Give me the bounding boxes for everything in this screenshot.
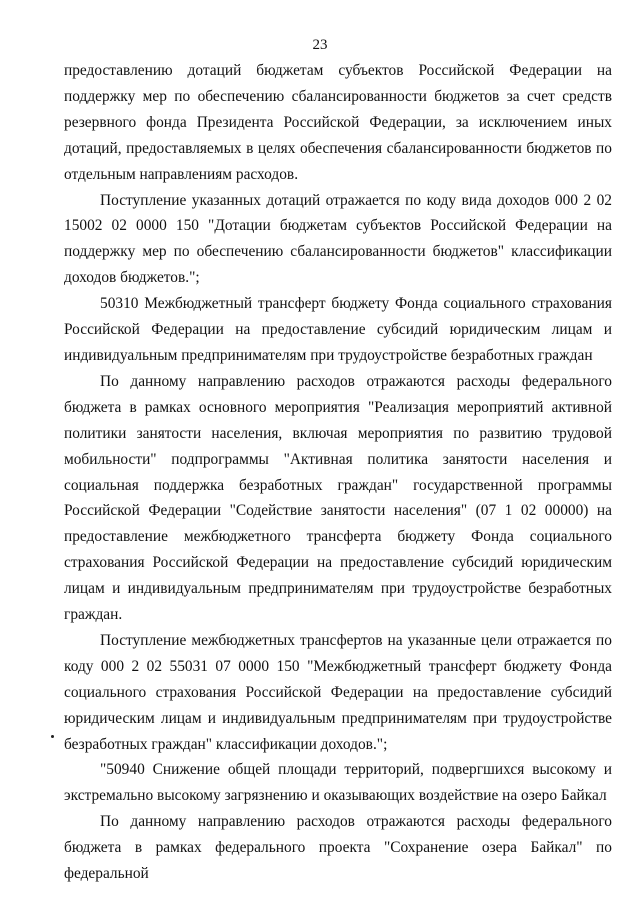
paragraph-heading-50940: "50940 Снижение общей площади территорий, подвергшихся высокому и экстремально высокому загрязнению и оказывающих воздействие на озеро Байкал xyxy=(64,761,612,805)
page-number: 23 xyxy=(312,37,328,53)
paragraph-heading-50310: 50310 Межбюджетный трансферт бюджету Фонда социального страхования Российской Федерации на предоставление субсидий юридическим лицам и индивидуальным предпринимателям при трудоустройстве безработных граждан xyxy=(64,295,612,364)
paragraph-receipt-transfers: Поступление межбюджетных трансфертов на указанные цели отражается по коду 000 2 02 55031 07 0000 150 "Межбюджетный трансферт бюджету Фонда социального страхования Российской Федерации на предоставление субсидий юридическим лицам и индивидуальным предпринимателям при трудоустройстве безработных граждан" классификации доходов."; xyxy=(64,631,612,753)
paragraph-expenses-50940: По данному направлению расходов отражаются расходы федерального бюджета в рамках федерального проекта "Сохранение озера Байкал" по федеральной xyxy=(64,813,612,883)
document-body xyxy=(64,58,612,887)
scan-dot-mark xyxy=(51,735,54,738)
paragraph-receipt-dotations: Поступление указанных дотаций отражается по коду вида доходов 000 2 02 15002 02 0000 150 "Дотации бюджетам субъектов Российской Федерации на поддержку мер по обеспечению сбалансированности бюджетов" классификации доходов бюджетов."; xyxy=(64,191,612,287)
paragraph-expenses-50310: По данному направлению расходов отражаются расходы федерального бюджета в рамках основного мероприятия "Реализация мероприятий активной политики занятости населения, включая мероприятия по развитию трудовой мобильности" подпрограммы "Активная политика занятости населения и социальная поддержка безработных граждан" государственной программы Российской Федерации "Содействие занятости населения" (07 1 02 00000) на предоставление межбюджетного трансферта бюджету Фонда социального страхования Российской Федерации на предоставление субсидий юридическим лицам и индивидуальным предпринимателям при трудоустройстве безработных граждан. xyxy=(64,372,612,624)
paragraph-continuation-dotations: предоставлению дотаций бюджетам субъектов Российской Федерации на поддержку мер по обеспечению сбалансированности бюджетов за счет средств резервного фонда Президента Российской Федерации, за исключением иных дотаций, предоставляемых в целях обеспечения сбалансированности бюджетов по отдельным направлениям расходов. xyxy=(64,62,612,183)
